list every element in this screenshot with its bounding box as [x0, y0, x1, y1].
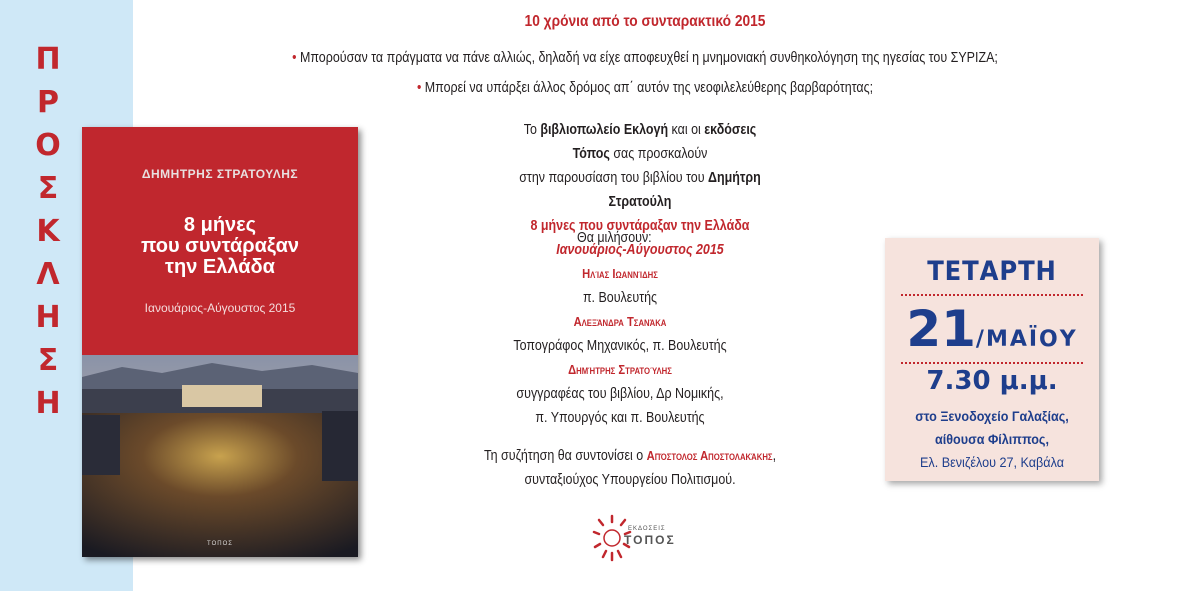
speaker-name: Ηλίας Ιωαννίδης [582, 266, 658, 281]
publisher-name: εκδόσεις Τόπος [572, 122, 757, 162]
dotted-divider [901, 294, 1083, 296]
vertical-letter: Η [35, 386, 61, 421]
logo-small-text: ΕΚΔΟΣΕΙΣ [628, 526, 666, 532]
text-span: σας προσκαλούν [609, 146, 708, 162]
moderator-role: συνταξιούχος Υπουργείου Πολιτισμού. [524, 472, 736, 488]
question-2-text: Μπορεί να υπάρξει άλλος δρόμος απ΄ αυτόν της νεοφιλελεύθερης βαρβαρότητας; [424, 80, 874, 96]
event-month: /ΜΑΪΟΥ [975, 327, 1078, 352]
speakers-section [470, 226, 770, 250]
cover-photo [82, 355, 358, 557]
vertical-letter: Π [35, 42, 61, 77]
text-span: Το [523, 122, 541, 138]
vertical-letter: Σ [37, 343, 59, 378]
question-1 [130, 50, 1160, 66]
speaker-role: συγγραφέας του βιβλίου, Δρ Νομικής, [516, 386, 724, 402]
text-span: στην παρουσίαση του βιβλίου του [519, 170, 709, 186]
bullet-icon: • [292, 50, 300, 66]
vertical-title [30, 38, 66, 425]
vertical-letter: Η [35, 300, 61, 335]
vertical-letter: Σ [37, 171, 59, 206]
book-title: 8 μήνες που συντάραξαν την Ελλάδα [530, 218, 750, 234]
cover-author: ΔΗΜΗΤΡΗΣ ΣΤΡΑΤΟΥΛΗΣ [141, 167, 299, 181]
bookstore-name: βιβλιοπωλείο Εκλογή [540, 122, 669, 138]
question-2 [130, 80, 1160, 96]
text-span: , [772, 448, 777, 464]
cover-subtitle: Ιανουάριος-Αύγουστος 2015 [144, 301, 296, 315]
vertical-letter: Ρ [37, 85, 59, 120]
question-1-text: Μπορούσαν τα πράγματα να πάνε αλλιώς, δηλαδή να είχε αποφευχθεί η μνημονιακή συνθηκολόγηση της ηγεσίας του ΣΥΡΙΖΑ; [299, 50, 998, 66]
cover-title-line: την Ελλάδα [165, 256, 275, 278]
speaker-name: Δημήτρης Στρατούλης [568, 362, 672, 377]
book-subtitle: Ιανουάριος-Αύγουστος 2015 [556, 242, 724, 258]
cover-title-line: που συντάραξαν [140, 235, 300, 257]
text-span: και οι [668, 122, 705, 138]
event-time: 7.30 μ.μ. [926, 366, 1058, 396]
cover-title-line: 8 μήνες [183, 214, 257, 236]
cover-publisher: ΤΟΠΟΣ [207, 541, 233, 547]
speaker-role: π. Υπουργός και π. Βουλευτής [535, 410, 705, 426]
speakers-list [390, 262, 850, 430]
author-name: Δημήτρη Στρατούλη [608, 170, 761, 210]
speakers-label: Θα μιλήσουν: [577, 230, 652, 246]
event-date-number: 21 [906, 300, 976, 358]
text-span: Τη συζήτηση θα συντονίσει ο [483, 448, 647, 464]
vertical-letter: Λ [36, 257, 60, 292]
vertical-letter: Ο [35, 128, 61, 163]
moderator-name: Απόστολος Αποστολακάκης [646, 448, 773, 463]
moderator [390, 444, 870, 492]
speaker-role: π. Βουλευτής [582, 290, 658, 306]
event-title [130, 13, 1160, 31]
event-title-text: 10 χρόνια από το συνταρακτικό 2015 [524, 13, 766, 30]
dotted-divider [901, 362, 1083, 364]
logo-name: ΤΟΠΟΣ [624, 533, 676, 547]
cover-title [82, 215, 358, 278]
book-cover [82, 127, 358, 557]
venue-address: Ελ. Βενιζέλου 27, Καβάλα [920, 454, 1064, 470]
venue-line: αίθουσα Φίλιππος, [934, 431, 1049, 447]
venue-line: στο Ξενοδοχείο Γαλαξίας, [915, 408, 1069, 424]
event-day: ΤΕΤΑΡΤΗ [927, 256, 1057, 287]
event-details-box [885, 238, 1099, 481]
speaker-name: Αλεξάνδρα Τσανάκα [573, 314, 667, 329]
speaker-role: Τοπογράφος Μηχανικός, π. Βουλευτής [513, 338, 727, 354]
event-date [885, 300, 1099, 358]
vertical-letter: Κ [36, 214, 60, 249]
publisher-logo [592, 514, 682, 564]
bullet-icon: • [416, 80, 425, 96]
